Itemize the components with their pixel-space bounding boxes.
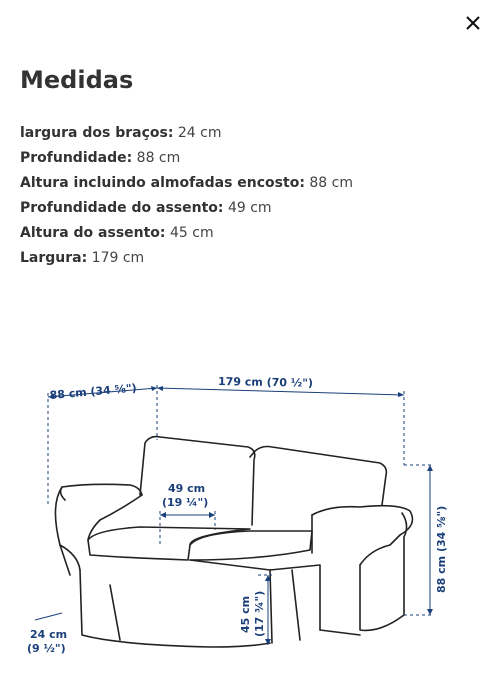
seat-depth-label-imperial: (19 ¼")	[162, 496, 209, 509]
page-title: Medidas	[20, 66, 134, 94]
height-dimension-label: 88 cm (34 ⅝")	[435, 505, 448, 593]
arm-width-label-imperial: (9 ½")	[27, 642, 66, 655]
spec-depth	[20, 146, 353, 171]
sofa-dimension-diagram	[0, 355, 494, 699]
spec-label: Profundidade do assento:	[20, 200, 224, 216]
spec-seat-depth	[20, 196, 353, 221]
arm-width-label: 24 cm	[30, 628, 68, 641]
spec-label: Largura:	[20, 250, 88, 266]
spec-label: Altura incluindo almofadas encosto:	[20, 175, 305, 191]
seat-height-label: 45 cm	[239, 595, 252, 633]
spec-arm-width	[20, 121, 353, 146]
spec-value: 179 cm	[87, 250, 145, 266]
spec-value: 24 cm	[173, 125, 222, 141]
width-dimension-label: 179 cm (70 ½")	[217, 375, 314, 390]
spec-label: Profundidade:	[20, 150, 133, 166]
spec-label: largura dos braços:	[20, 125, 174, 141]
seat-depth-label: 49 cm	[168, 482, 206, 495]
spec-value: 88 cm	[304, 175, 353, 191]
spec-value: 49 cm	[223, 200, 272, 216]
spec-value: 88 cm	[132, 150, 181, 166]
spec-value: 45 cm	[165, 225, 214, 241]
measurements-list	[20, 121, 353, 271]
sofa-illustration	[55, 437, 412, 647]
spec-seat-height	[20, 221, 353, 246]
seat-height-label-imperial: (17 ¾")	[253, 590, 266, 637]
depth-dimension-label: 88 cm (34 ⅝")	[49, 381, 138, 402]
spec-height-with-cushions	[20, 171, 353, 196]
close-icon	[464, 14, 482, 32]
dimension-lines	[35, 385, 434, 645]
close-button[interactable]	[460, 10, 486, 36]
spec-width	[20, 246, 353, 271]
spec-label: Altura do assento:	[20, 225, 166, 241]
